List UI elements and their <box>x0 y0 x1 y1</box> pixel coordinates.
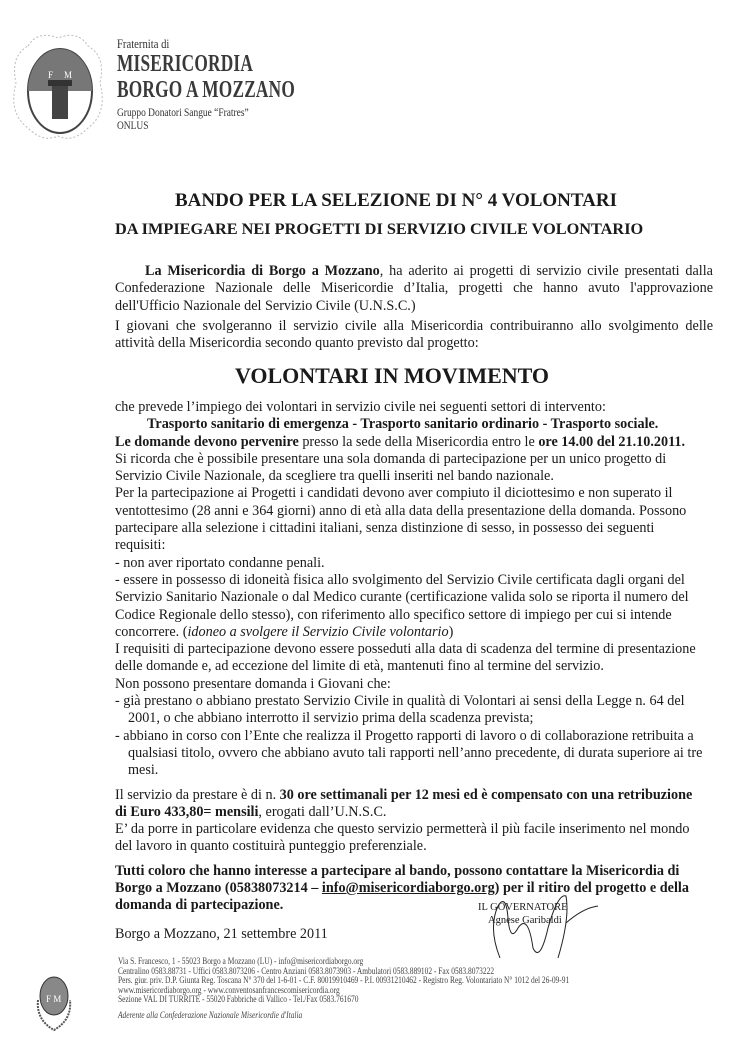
org-group: Gruppo Donatori Sangue “Fratres” <box>117 107 249 119</box>
handwritten-signature-icon <box>478 888 608 963</box>
footer-websites: www.misericordiaborgo.org - www.conventosanfrancescomisericordia.org <box>118 985 340 996</box>
footer-section: Sezione VAL DI TURRITE - 55020 Fabbriche di Vallico - Tel./Fax 0583.761670 <box>118 995 359 1006</box>
misericordia-crest-icon <box>8 28 108 143</box>
main-title: BANDO PER LA SELEZIONE DI N° 4 VOLONTARI <box>174 190 618 211</box>
deadline: Le domande devono pervenire presso la sede della Misericordia entro le ore 14.00 del 21.10.2011. <box>115 433 686 450</box>
project-title: VOLONTARI IN MOVIMENTO <box>234 363 550 388</box>
svg-text:F M: F M <box>46 994 62 1004</box>
compensation: di Euro 433,80= mensili <box>115 803 259 820</box>
sectors-list: Trasporto sanitario di emergenza - Trasporto sanitario ordinario - Trasporto sociale. <box>147 416 659 433</box>
svg-text:M: M <box>64 70 73 80</box>
deadline-date: ore 14.00 del 21.10.2011. <box>538 433 686 450</box>
svg-text:F: F <box>48 70 54 80</box>
footer-phones: Centralino 0583.88731 - Uffici 0583.8073206 - Centro Anziani 0583.8073903 - Ambulatori 0583.889102 - Fax 0583.8073222 <box>118 966 495 977</box>
footer-address: Via S. Francesco, 1 - 55023 Borgo a Mozzano (LU) - info@misericordiaborgo.org <box>118 957 364 967</box>
org-prefix: Fraternita di <box>117 36 170 51</box>
footer-registry: Pers. giur. priv. D.P. Giunta Reg. Toscana N° 370 del 1-6-01 - C.F. 80019910469 - P.I. 00931210462 - Registro Reg. Volontariato N° 1012 del 26-09-91 <box>118 976 570 987</box>
org-name-line-2: BORGO A MOZZANO <box>117 77 295 103</box>
footer-contacts <box>118 958 682 1022</box>
org-status: ONLUS <box>117 120 149 132</box>
place-date: Borgo a Mozzano, 21 settembre 2011 <box>115 925 328 942</box>
sectors-intro: che prevede l’impiego dei volontari in servizio civile nei seguenti settori di intervento: <box>115 399 606 415</box>
requirement-item: - non aver riportato condanne penali. <box>115 554 325 571</box>
footer-membership-note: Aderente alla Confederazione Nazionale Misericordie d'Italia <box>118 1010 303 1021</box>
service-terms: Il servizio da prestare è di n. 30 ore settimanali per 12 mesi ed è compensato con una retribuzione <box>115 786 693 803</box>
exclusion-item: - abbiano in corso con l’Ente che realizza il Progetto rapporti di lavoro o di collaborazione retribuita a <box>115 727 694 744</box>
exclusion-item: - già prestano o abbiano prestato Servizio Civile in qualità di Volontari ai sensi della Legge n. 64 del <box>115 693 685 710</box>
intro-paragraph: La Misericordia di Borgo a Mozzano, ha aderito ai progetti di servizio civile presentati dalla Confederazione Nazionale delle Misericordie d’Italia, progetti che hanno avuto l'approvazione dell'Ufficio Nazionale del Servizio Civile (U.N.S.C.) I giovani che svolgeranno il servizio civile alla Misericordia contribuiranno allo svolgimento delle attività della Misericordia secondo quanto previsto dal progetto: <box>115 263 713 352</box>
contact-email-link[interactable]: info@misericordiaborgo.org <box>321 880 495 897</box>
signature-block <box>478 888 608 958</box>
signatory-name: Agnese Garibaldi <box>488 915 562 926</box>
org-name-line-1: MISERICORDIA <box>117 51 254 77</box>
organization-header <box>117 36 364 133</box>
signatory-role: IL GOVERNATORE <box>478 902 568 913</box>
requirement-item: - essere in possesso di idoneità fisica allo svolgimento del Servizio Civile certificata dagli organi del <box>115 571 685 588</box>
org-name-bold: La Misericordia di Borgo a Mozzano <box>145 263 380 279</box>
body-text: che prevede l’impiego dei volontari in servizio civile nei seguenti settori di intervento: Trasporto sanitario di emergenza - Trasporto sanitario ordinario - Trasporto sociale. Le domande devono pervenire presso la sede della Misericordia entro le ore 14.00 del 21.10.2011. Si ricorda che è possibile presentare una sola domanda di partecipazione per un unico progetto di Servizio Civile Nazionale, da scegliere tra quelli inseriti nel bando nazionale. Per la partecipazione ai Progetti i candidati devono aver compiuto il diciottesimo e non superato il ventottesimo (28 anni e 364 giorni) anno di età alla data della presentazione della domanda. Possono partecipare alla selezione i cittadini italiani, senza distinzione di sesso, in possesso dei seguenti requisiti: - non aver riportato condanne penali. - essere in possesso di idoneità fisica allo svolgimento del Servizio Civile certificata dagli organi del Servizio Sanitario Nazionale o dal Medico curante (certificazione valida solo se riporta il numero del Codice Regionale dello stesso), con riferimento allo specifico settore di impiego per cui si intende concorrere. (idoneo a svolgere il Servizio Civile volontario) I requisiti di partecipazione devono essere posseduti alla data di scadenza del termine di presentazione delle domande e, ad eccezione del limite di età, mantenuti fino al termine del servizio. Non possono presentare domanda i Giovani che: - già prestano o abbiano prestato Servizio Civile in qualità di Volontari ai sensi della Legge n. 64 del 2001, o che abbiano interrotto il servizio prima della scadenza prevista; - abbiano in corso con l’Ente che realizza il Progetto rapporti di lavoro o di collaborazione retribuita a qualsiasi titolo, ovvero che abbiano avuto tali rapporti nell’anno precedente, di durata superiore ai tre mesi. Il servizio da prestare è di n. 30 ore settimanali per 12 mesi ed è compensato con una retribuzione di Euro 433,80= mensili, erogati dall’U.N.S.C. E’ da porre in particolare evidenza che questo servizio permetterà il più facile inserimento nel mondo del lavoro in quanto costituirà punteggio preferenziale. Tutti coloro che hanno interesse a partecipare al bando, possono contattare la Misericordia di Borgo a Mozzano (05838073214 – info@misericordiaborgo.org) per il ritiro del progetto e della domanda di partecipazione. Borgo a Mozzano, 21 settembre 2011 <box>115 399 713 943</box>
sub-title: DA IMPIEGARE NEI PROGETTI DI SERVIZIO CIVILE VOLONTARIO <box>115 219 644 238</box>
contact-paragraph: Tutti coloro che hanno interesse a partecipare al bando, possono contattare la Misericordia di <box>115 862 680 879</box>
misericordia-seal-icon <box>32 970 76 1034</box>
